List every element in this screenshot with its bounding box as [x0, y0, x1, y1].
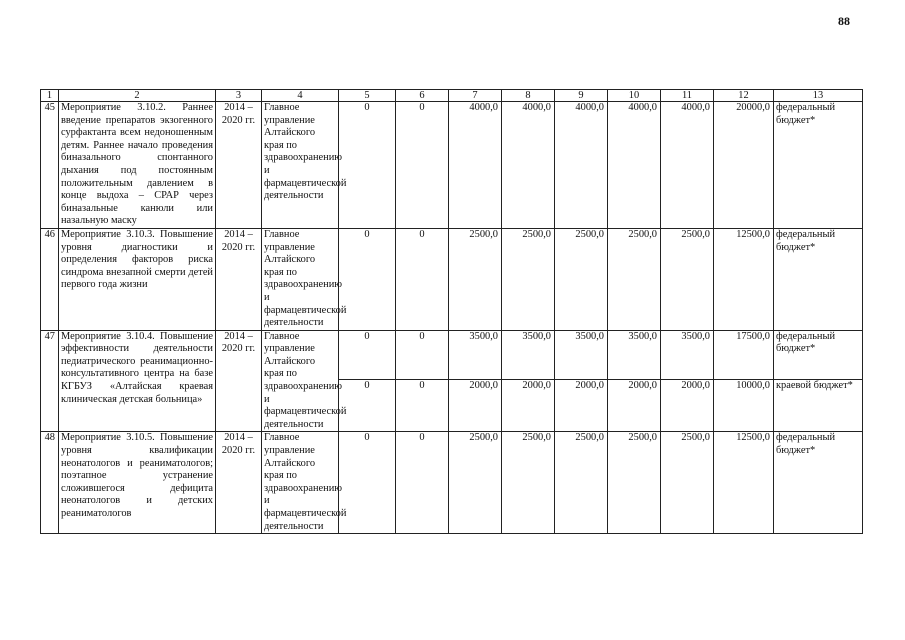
- cell-col6: 0: [396, 102, 449, 229]
- cell-col7: 2000,0: [449, 379, 502, 432]
- cell-col7: 3500,0: [449, 330, 502, 379]
- cell-col9: 4000,0: [555, 102, 608, 229]
- cell-col11: 4000,0: [661, 102, 714, 229]
- col-header: 9: [555, 90, 608, 102]
- period: 2014 – 2020 гг.: [216, 432, 262, 534]
- executor: Главное управление Алтайского края по здравоохранению и фармацевтической деятельности: [262, 228, 339, 330]
- cell-col6: 0: [396, 330, 449, 379]
- cell-col8: 4000,0: [502, 102, 555, 229]
- period: 2014 – 2020 гг.: [216, 330, 262, 432]
- cell-col7: 4000,0: [449, 102, 502, 229]
- table-row: [41, 102, 863, 229]
- cell-col12: 12500,0: [714, 432, 774, 534]
- table-row: [41, 228, 863, 330]
- cell-col9: 2000,0: [555, 379, 608, 432]
- cell-col8: 3500,0: [502, 330, 555, 379]
- event-description: Мероприятие 3.10.2. Раннее введение препаратов экзогенного сурфактанта всем недоношенным детям. Раннее начало проведения биназального спонтанного дыхания под постоянным положительным давлением в конце выдоха – СРАР через биназальные канюли или назальную маску: [59, 102, 216, 229]
- funding-source: федеральный бюджет*: [774, 432, 863, 534]
- cell-col10: 3500,0: [608, 330, 661, 379]
- cell-col12: 20000,0: [714, 102, 774, 229]
- col-header: 6: [396, 90, 449, 102]
- cell-col5: 0: [339, 379, 396, 432]
- cell-col8: 2500,0: [502, 432, 555, 534]
- cell-col9: 2500,0: [555, 228, 608, 330]
- row-number: 45: [41, 102, 59, 229]
- funding-source: федеральный бюджет*: [774, 102, 863, 229]
- funding-source: федеральный бюджет*: [774, 228, 863, 330]
- row-number: 47: [41, 330, 59, 432]
- cell-col5: 0: [339, 228, 396, 330]
- period: 2014 – 2020 гг.: [216, 228, 262, 330]
- cell-col6: 0: [396, 228, 449, 330]
- cell-col9: 3500,0: [555, 330, 608, 379]
- event-description: Мероприятие 3.10.5. Повышение уровня квалификации неонатологов и реаниматологов; поэтапное устранение сложившегося дефицита неонатологов и детских реаниматологов: [59, 432, 216, 534]
- funding-source: краевой бюджет*: [774, 379, 863, 432]
- event-description: Мероприятие 3.10.4. Повышение эффективности деятельности педиатрического реанимационно-консультативного центра на базе КГБУЗ «Алтайская краевая клиническая детская больница»: [59, 330, 216, 432]
- cell-col11: 2500,0: [661, 432, 714, 534]
- table-row: [41, 330, 863, 379]
- cell-col10: 2500,0: [608, 432, 661, 534]
- cell-col6: 0: [396, 432, 449, 534]
- col-header: 12: [714, 90, 774, 102]
- cell-col12: 17500,0: [714, 330, 774, 379]
- funding-source: федеральный бюджет*: [774, 330, 863, 379]
- executor: Главное управление Алтайского края по здравоохранению и фармацевтической деятельности: [262, 330, 339, 432]
- cell-col10: 2500,0: [608, 228, 661, 330]
- cell-col12: 12500,0: [714, 228, 774, 330]
- event-description: Мероприятие 3.10.3. Повышение уровня диагностики и определения факторов риска синдрома внезапной смерти детей первого года жизни: [59, 228, 216, 330]
- cell-col12: 10000,0: [714, 379, 774, 432]
- executor: Главное управление Алтайского края по здравоохранению и фармацевтической деятельности: [262, 102, 339, 229]
- cell-col11: 2500,0: [661, 228, 714, 330]
- col-header: 4: [262, 90, 339, 102]
- cell-col7: 2500,0: [449, 432, 502, 534]
- row-number: 48: [41, 432, 59, 534]
- col-header: 7: [449, 90, 502, 102]
- col-header: 13: [774, 90, 863, 102]
- cell-col5: 0: [339, 102, 396, 229]
- program-table: [40, 89, 863, 534]
- cell-col5: 0: [339, 330, 396, 379]
- cell-col6: 0: [396, 379, 449, 432]
- cell-col9: 2500,0: [555, 432, 608, 534]
- cell-col7: 2500,0: [449, 228, 502, 330]
- col-header: 5: [339, 90, 396, 102]
- col-header: 11: [661, 90, 714, 102]
- col-header: 8: [502, 90, 555, 102]
- cell-col8: 2000,0: [502, 379, 555, 432]
- col-header: 1: [41, 90, 59, 102]
- col-header: 10: [608, 90, 661, 102]
- cell-col11: 3500,0: [661, 330, 714, 379]
- cell-col11: 2000,0: [661, 379, 714, 432]
- executor: Главное управление Алтайского края по здравоохранению и фармацевтической деятельности: [262, 432, 339, 534]
- cell-col5: 0: [339, 432, 396, 534]
- period: 2014 – 2020 гг.: [216, 102, 262, 229]
- col-header: 2: [59, 90, 216, 102]
- page-number: 88: [838, 14, 850, 28]
- cell-col10: 2000,0: [608, 379, 661, 432]
- col-header: 3: [216, 90, 262, 102]
- cell-col8: 2500,0: [502, 228, 555, 330]
- cell-col10: 4000,0: [608, 102, 661, 229]
- header-row: [41, 90, 863, 102]
- table-row: [41, 432, 863, 534]
- row-number: 46: [41, 228, 59, 330]
